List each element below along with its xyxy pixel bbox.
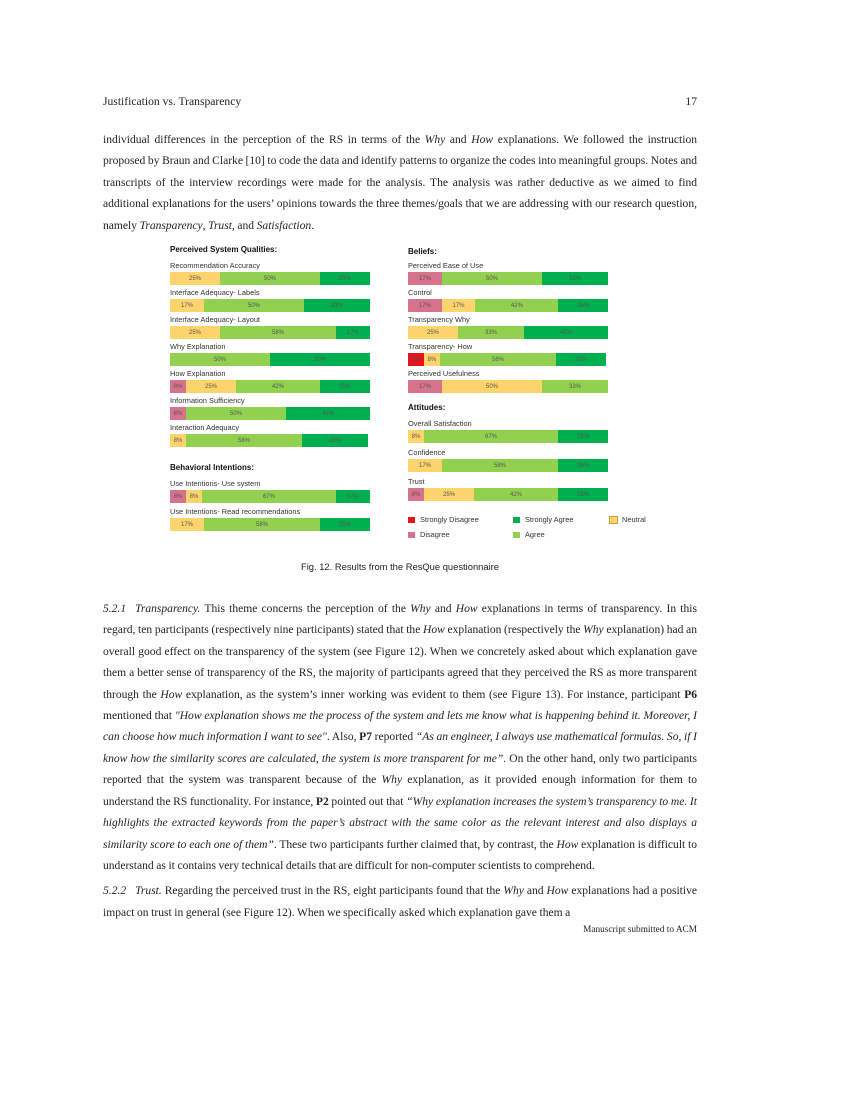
bar-segment-strongly-agree: 50% — [270, 353, 370, 366]
bar-segment-strongly-agree: 42% — [286, 407, 370, 420]
stacked-bar — [170, 434, 370, 447]
bar-segment-agree: 50% — [170, 353, 270, 366]
bar-segment-disagree: 17% — [408, 272, 442, 285]
item-label: Recommendation Accuracy — [170, 261, 260, 271]
stacked-bar — [408, 430, 608, 443]
stacked-bar — [408, 299, 608, 312]
text-run: pointed out that — [328, 795, 407, 808]
item-label: Interaction Adequacy — [170, 423, 240, 433]
group-heading: Perceived System Qualities: — [170, 245, 278, 255]
text-run: , — [202, 219, 209, 232]
bar-segment-strongly-agree: 17% — [336, 490, 370, 503]
text-run: “Why explanation increases the system’s transparency to me. It highlights the extracted keywords from the paper’s abstract with the same color as the relevant interest and also displays a similarity score to each one of them” — [103, 795, 697, 851]
text-run: “As an engineer, I always use mathematical formulas. So, if I know how the similarity scores are calculated, the system is more transparent for me” — [103, 731, 697, 765]
text-run: How — [423, 624, 445, 637]
item-label: Perceived Usefulness — [408, 369, 480, 379]
item-label: How Explanation — [170, 369, 226, 379]
text-run: reported — [372, 731, 416, 744]
section-5-2-1-transparency — [103, 599, 697, 877]
bar-segment-strongly-agree: 33% — [304, 299, 370, 312]
item-label: Transparency- How — [408, 342, 473, 352]
legend-swatch — [408, 532, 415, 538]
text-run: How — [160, 688, 183, 701]
text-run: and — [445, 134, 472, 146]
text-run: Why — [503, 885, 524, 898]
text-run: Why — [583, 624, 604, 637]
group-heading: Beliefs: — [408, 247, 437, 257]
text-run: explanations in terms of transparency. In this regard, ten participants (respectively nine participants) stated that the — [103, 603, 697, 637]
text-run: How — [546, 885, 569, 898]
stacked-bar — [170, 272, 370, 285]
text-run: and — [430, 603, 456, 616]
legend-label: Neutral — [622, 515, 646, 525]
legend-label: Disagree — [420, 530, 450, 540]
bar-segment-strongly-agree: 25% — [558, 459, 608, 472]
footer-note: Manuscript submitted to ACM — [583, 925, 697, 936]
text-run: mentioned that — [103, 710, 175, 723]
bar-segment-disagree: 8% — [170, 407, 186, 420]
bar-segment-strongly-agree: 25% — [558, 299, 608, 312]
text-run: Trust. — [135, 885, 162, 898]
item-label: Perceived Ease of Use — [408, 261, 484, 271]
bar-segment-neutral: 25% — [170, 272, 220, 285]
bar-segment-agree: 58% — [204, 518, 320, 531]
text-run: individual differences in the perception of the RS in terms of the — [103, 134, 425, 146]
participant-id: P2 — [315, 795, 329, 808]
bar-segment-agree: 42% — [236, 380, 320, 393]
text-run: explanation, as it provided enough information for them to understand the RS functionality. For instance, — [103, 774, 698, 808]
legend-swatch — [513, 517, 520, 523]
bar-segment-disagree: 8% — [170, 490, 186, 503]
stacked-bar — [408, 459, 608, 472]
text-run: Trust — [208, 219, 232, 232]
text-run: explanation is difficult to understand as it contains very technical details that are difficult for non-computer scientists to comprehend. — [103, 838, 698, 872]
bar-segment-disagree: 17% — [408, 299, 442, 312]
text-run: How — [556, 838, 579, 851]
item-label: Use Intentions- Use system — [170, 479, 261, 489]
stacked-bar — [170, 299, 370, 312]
text-run: explanation, as the system’s inner working was evident to them (see Figure 13). For instance, participant — [182, 688, 685, 701]
legend-label: Strongly Disagree — [420, 515, 479, 525]
stacked-bar — [408, 272, 608, 285]
text-run: Regarding the perceived trust in the RS, eight participants found that the — [161, 885, 504, 898]
paragraph-intro — [103, 130, 697, 237]
bar-segment-agree: 58% — [440, 353, 556, 366]
bar-segment-neutral: 25% — [424, 488, 474, 501]
legend-label: Strongly Agree — [525, 515, 574, 525]
legend-swatch — [610, 517, 617, 523]
bar-segment-neutral: 17% — [408, 459, 442, 472]
stacked-bar — [408, 488, 608, 501]
stacked-bar — [170, 490, 370, 503]
text-run: Why — [410, 603, 431, 616]
bar-segment-agree: 58% — [442, 459, 558, 472]
item-label: Use Intentions- Read recommendations — [170, 507, 301, 517]
running-title: Justification vs. Transparency — [103, 95, 242, 108]
item-label: Transparency Why — [408, 315, 470, 325]
legend-item — [513, 515, 573, 524]
figure-resque-results — [160, 243, 650, 553]
text-run: . — [311, 219, 315, 232]
text-run: explanation) had an overall good effect on the transparency of the system (see Figure 12). When we concretely asked about which explanation gave them a better sense of transparency of the RS, the majority of participants agreed that they perceived the RS as more transparent through the — [103, 624, 697, 701]
stacked-bar — [408, 326, 608, 339]
text-run: . These two participants further claimed that, by contrast, the — [273, 838, 557, 851]
text-run: . On the other hand, only two participants reported that the system was transparent because of the — [103, 752, 697, 787]
item-label: Confidence — [408, 448, 446, 458]
item-label: Trust — [408, 477, 425, 487]
bar-segment-neutral: 17% — [170, 299, 204, 312]
stacked-bar — [408, 380, 608, 393]
legend-label: Agree — [525, 530, 545, 540]
text-run: Why — [381, 774, 403, 787]
stacked-bar — [170, 380, 370, 393]
text-run: "How explanation shows me the process of the system and lets me know what is happening behind it. Moreover, I can choose how much information I want to see" — [103, 710, 698, 744]
bar-segment-agree: 50% — [220, 272, 320, 285]
text-run: explanations. We followed the instruction proposed by Braun and Clarke [10] to code the data and identify patterns to organize the codes into meaningful groups. Notes and transcripts of the interview recordings were made for the analysis. The analysis was rather deductive as we aimed to find additional explanations for the users’ opinions towards the three themes/goals that we are addressing with our research question, namely — [103, 134, 697, 232]
legend-item — [408, 515, 479, 524]
legend-swatch — [513, 532, 520, 538]
bar-segment-strongly-agree: 25% — [320, 380, 370, 393]
section-5-2-2-trust — [103, 881, 697, 924]
participant-id: P6 — [684, 688, 698, 701]
bar-segment-agree: 42% — [475, 299, 558, 312]
item-label: Why Explanation — [170, 342, 226, 352]
text-run: This theme concerns the perception of the — [200, 603, 411, 616]
page-number: 17 — [685, 95, 697, 108]
bar-segment-agree: 67% — [424, 430, 558, 443]
section-number: 5.2.2 — [103, 885, 127, 898]
stacked-bar — [170, 407, 370, 420]
legend-item — [610, 515, 646, 524]
legend-swatch — [408, 517, 415, 523]
stacked-bar — [170, 518, 370, 531]
bar-segment-agree: 67% — [202, 490, 336, 503]
text-run: and — [523, 885, 547, 898]
section-number: 5.2.1 — [103, 603, 127, 616]
bar-segment-agree: 50% — [186, 407, 286, 420]
figure-caption: Fig. 12. Results from the ResQue questionnaire — [300, 561, 499, 573]
item-label: Interface Adequacy- Labels — [170, 288, 260, 298]
bar-segment-agree: 58% — [186, 434, 302, 447]
bar-segment-disagree: 8% — [408, 488, 424, 501]
bar-segment-disagree: 8% — [170, 380, 186, 393]
bar-segment-neutral: 25% — [170, 326, 220, 339]
participant-id: P7 — [359, 731, 372, 744]
bar-segment-neutral: 17% — [170, 518, 204, 531]
bar-segment-neutral: 8% — [170, 434, 186, 447]
item-label: Interface Adequacy- Layout — [170, 315, 260, 325]
bar-segment-neutral: 8% — [408, 430, 424, 443]
legend-item — [408, 530, 450, 539]
text-run: Satisfaction — [256, 219, 312, 232]
legend-item — [513, 530, 545, 539]
text-run: explanation (respectively the — [444, 624, 584, 637]
bar-segment-agree: 58% — [220, 326, 336, 339]
bar-segment-strongly-agree: 33% — [542, 272, 608, 285]
bar-segment-disagree: 17% — [408, 380, 442, 393]
stacked-bar — [408, 353, 608, 366]
item-label: Information Sufficiency — [170, 396, 245, 406]
text-run: Transparency. — [135, 603, 201, 616]
stacked-bar — [170, 353, 370, 366]
bar-segment-strongly-agree: 25% — [320, 272, 370, 285]
text-run: Transparency — [139, 219, 203, 232]
text-run: , and — [231, 219, 257, 232]
item-label: Overall Satisfaction — [408, 419, 472, 429]
bar-segment-strongly-agree: 42% — [524, 326, 608, 339]
bar-segment-strongly-agree: 25% — [556, 353, 606, 366]
bar-segment-strongly-agree: 33% — [302, 434, 368, 447]
bar-segment-strongly-agree: 25% — [558, 430, 608, 443]
bar-segment-neutral: 25% — [186, 380, 236, 393]
bar-segment-neutral: 50% — [442, 380, 542, 393]
running-header — [103, 95, 697, 109]
bar-segment-agree: 33% — [458, 326, 524, 339]
bar-segment-agree: 50% — [442, 272, 542, 285]
bar-segment-strongly-agree: 17% — [336, 326, 370, 339]
bar-segment-neutral: 8% — [424, 353, 440, 366]
text-run: How — [471, 134, 494, 146]
bar-segment-neutral: 17% — [442, 299, 476, 312]
bar-segment-neutral: 25% — [408, 326, 458, 339]
text-run: . Also, — [326, 731, 360, 744]
text-run: How — [455, 603, 478, 616]
bar-segment-agree: 33% — [542, 380, 608, 393]
bar-segment-neutral: 8% — [186, 490, 202, 503]
bar-segment-strongly-agree: 25% — [320, 518, 370, 531]
text-run: explanations had a positive impact on trust in general (see Figure 12). When we specifically asked which explanation gave them a — [103, 885, 697, 919]
bar-segment-agree: 42% — [474, 488, 558, 501]
bar-segment-agree: 50% — [204, 299, 304, 312]
item-label: Control — [408, 288, 432, 298]
text-run: Why — [424, 134, 446, 146]
stacked-bar — [170, 326, 370, 339]
group-heading: Attitudes: — [408, 403, 446, 413]
page-column — [103, 95, 697, 936]
bar-segment-strongly-disagree: 8% — [408, 353, 424, 366]
bar-segment-strongly-agree: 25% — [558, 488, 608, 501]
group-heading: Behavioral Intentions: — [170, 463, 255, 473]
